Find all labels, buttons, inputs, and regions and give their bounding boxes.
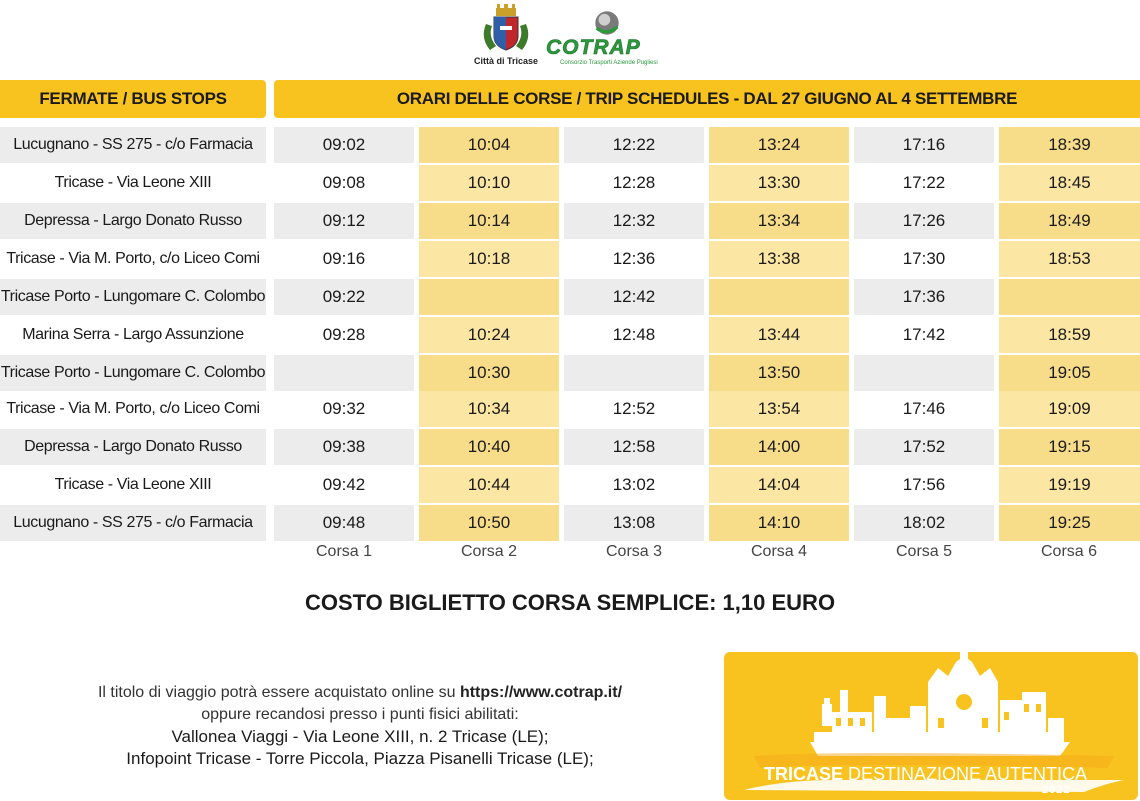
trip-time-cell: 12:22 (564, 127, 704, 163)
stop-name: Depressa - Largo Donato Russo (0, 203, 266, 239)
trip-time-cell: 09:02 (274, 127, 414, 163)
trip-time-cell (999, 279, 1140, 315)
brand-word-destination: DESTINAZIONE AUTENTICA (848, 764, 1088, 784)
trip-time-cell: 17:46 (854, 391, 994, 427)
trips-header (274, 80, 1140, 118)
trip-time-cell: 17:42 (854, 317, 994, 353)
trip-column-label: Corsa 2 (460, 543, 518, 560)
trip-time-cell (564, 355, 704, 391)
stop-name: Tricase - Via Leone XIII (0, 165, 266, 201)
stop-name: Tricase Porto - Lungomare C. Colombo (0, 355, 266, 391)
trip-time-cell: 17:16 (854, 127, 994, 163)
trip-time-cell: 12:48 (564, 317, 704, 353)
header-logos (468, 0, 678, 72)
trip-time-cell: 10:34 (419, 391, 559, 427)
trip-time-cell: 13:44 (709, 317, 849, 353)
trip-time-cell: 09:48 (274, 505, 414, 541)
trip-time-cell: 10:50 (419, 505, 559, 541)
trip-time-cell: 13:02 (564, 467, 704, 503)
trip-time-cell (709, 279, 849, 315)
trip-time-cell: 09:38 (274, 429, 414, 465)
trip-time-cell: 18:53 (999, 241, 1140, 277)
trip-time-cell: 17:22 (854, 165, 994, 201)
purchase-info-line1 (20, 682, 700, 704)
trip-time-cell: 10:10 (419, 165, 559, 201)
trip-time-cell: 17:36 (854, 279, 994, 315)
operator-globe-icon (594, 10, 620, 36)
trip-time-cell: 13:38 (709, 241, 849, 277)
trip-time-cell: 12:32 (564, 203, 704, 239)
stops-header-label: FERMATE / BUS STOPS (39, 89, 227, 108)
trip-time-cell: 19:09 (999, 391, 1140, 427)
trip-time-cell: 09:22 (274, 279, 414, 315)
trip-time-cell: 13:30 (709, 165, 849, 201)
ticket-price: COSTO BIGLIETTO CORSA SEMPLICE: 1,10 EURO (304, 590, 836, 615)
purchase-info (20, 682, 700, 770)
trip-time-cell: 14:10 (709, 505, 849, 541)
trip-time-cell: 09:28 (274, 317, 414, 353)
trip-time-cell (274, 355, 414, 391)
trip-time-cell: 17:56 (854, 467, 994, 503)
trip-time-cell: 12:28 (564, 165, 704, 201)
trip-time-cell: 10:44 (419, 467, 559, 503)
trip-time-cell: 19:25 (999, 505, 1140, 541)
ticket-office-infopoint: Infopoint Tricase - Torre Piccola, Piazza Pisanelli Tricase (LE); (126, 749, 594, 768)
operator-name: COTRAP (546, 36, 641, 59)
trip-time-cell: 17:30 (854, 241, 994, 277)
trip-time-cell: 10:04 (419, 127, 559, 163)
stop-name: Depressa - Largo Donato Russo (0, 429, 266, 465)
trip-column-label: Corsa 1 (315, 543, 373, 560)
stop-name: Lucugnano - SS 275 - c/o Farmacia (0, 505, 266, 541)
trip-time-cell: 17:52 (854, 429, 994, 465)
trip-time-cell: 12:58 (564, 429, 704, 465)
brand-word-tricase: TRICASE (764, 764, 844, 784)
trip-time-cell: 10:40 (419, 429, 559, 465)
trip-time-cell: 18:45 (999, 165, 1140, 201)
trip-column-label: Corsa 5 (895, 543, 953, 560)
operator-subtitle: Consorzio Trasporti Aziende Pugliesi (560, 60, 658, 66)
trip-time-cell: 13:24 (709, 127, 849, 163)
trip-time-cell: 10:18 (419, 241, 559, 277)
purchase-info-prefix: Il titolo di viaggio potrà essere acquistato online su (97, 684, 460, 701)
stop-name: Tricase - Via M. Porto, c/o Liceo Comi (0, 241, 266, 277)
trip-column-label: Corsa 6 (1040, 543, 1098, 560)
city-caption: Città di Tricase (473, 56, 539, 66)
stop-name: Tricase - Via Leone XIII (0, 467, 266, 503)
trip-time-cell: 10:14 (419, 203, 559, 239)
trip-time-cell: 10:24 (419, 317, 559, 353)
destination-brand-banner (724, 652, 1138, 800)
trip-time-cell: 19:05 (999, 355, 1140, 391)
trip-time-cell: 17:26 (854, 203, 994, 239)
brand-year: 2022 (1042, 784, 1071, 796)
trip-time-cell: 09:12 (274, 203, 414, 239)
trip-column-label: Corsa 3 (605, 543, 663, 560)
operator-logo (546, 8, 676, 66)
stop-name: Tricase - Via M. Porto, c/o Liceo Comi (0, 391, 266, 427)
trip-time-cell: 09:08 (274, 165, 414, 201)
brand-slogan (764, 764, 1087, 785)
stops-header (0, 80, 266, 118)
trip-time-cell: 14:04 (709, 467, 849, 503)
trip-time-cell: 12:36 (564, 241, 704, 277)
trip-time-cell: 18:59 (999, 317, 1140, 353)
trip-column-label: Corsa 4 (750, 543, 808, 560)
city-crest-icon (476, 2, 536, 54)
trip-time-cell: 13:34 (709, 203, 849, 239)
purchase-info-line2: oppure recandosi presso i punti fisici abilitati: (201, 706, 519, 723)
trip-time-cell: 14:00 (709, 429, 849, 465)
trip-time-cell: 12:52 (564, 391, 704, 427)
trip-time-cell: 18:02 (854, 505, 994, 541)
trip-time-cell: 13:54 (709, 391, 849, 427)
cotrap-website-link[interactable]: https://www.cotrap.it/ (459, 684, 623, 701)
trip-time-cell: 13:50 (709, 355, 849, 391)
stop-name: Marina Serra - Largo Assunzione (0, 317, 266, 353)
trip-time-cell: 10:30 (419, 355, 559, 391)
trips-header-label: ORARI DELLE CORSE / TRIP SCHEDULES - DAL 27 GIUGNO AL 4 SETTEMBRE (396, 89, 1018, 108)
trip-time-cell: 19:15 (999, 429, 1140, 465)
trip-time-cell: 12:42 (564, 279, 704, 315)
trip-time-cell: 18:49 (999, 203, 1140, 239)
stop-name: Lucugnano - SS 275 - c/o Farmacia (0, 127, 266, 163)
trip-time-cell: 19:19 (999, 467, 1140, 503)
trip-time-cell: 13:08 (564, 505, 704, 541)
trip-time-cell (854, 355, 994, 391)
trip-time-cell: 09:32 (274, 391, 414, 427)
stop-name: Tricase Porto - Lungomare C. Colombo (0, 279, 266, 315)
trip-time-cell: 09:42 (274, 467, 414, 503)
trip-time-cell: 09:16 (274, 241, 414, 277)
trip-time-cell (419, 279, 559, 315)
trip-time-cell: 18:39 (999, 127, 1140, 163)
ticket-office-vallonea: Vallonea Viaggi - Via Leone XIII, n. 2 Tricase (LE); (171, 727, 549, 746)
